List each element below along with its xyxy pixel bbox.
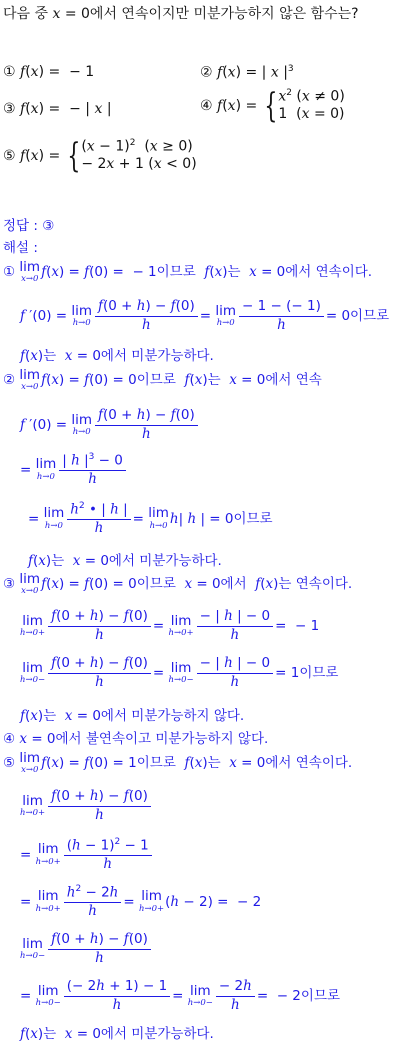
solution-4-line-1: ④ x = 0에서 불연속이고 미분가능하지 않다. [3,731,269,747]
solution-3-line-2: lim h→0+ $\frac{f(0 + h) - f(0)}{h}$ = lim h→0+ $\frac{- | h | - 0}{h}$ = − 1 [20,608,320,643]
question-text: 다음 중 x = 0에서 연속이지만 미분가능하지 않은 함수는? [3,6,359,22]
solution-3-line-4: f(x)는 x = 0에서 미분가능하지 않다. [20,708,245,724]
solution-2-line-4: = lim h→0 $\frac{h^2 • | h |}{h}$ = lim h→0 h| h | = 0이므로 [28,501,273,537]
solution-5-line-6: = lim h→0− $\frac{(- 2h + 1) - 1}{h}$ = lim h→0− $\frac{- 2h}{h}$ = − 2이므로 [20,978,341,1013]
solution-5-line-7: f(x)는 x = 0에서 미분가능하다. [20,1026,214,1042]
solution-1-line-2: f ′(0) = lim h→0 $\frac{f(0 + h) - f(0)}{h}$ = lim h→0 $\frac{- 1 - (- 1)}{h}$ = 0이므로 [20,298,390,333]
choice-3: ③ f(x) = − | x | [3,101,112,117]
solution-5-line-3: = lim h→0+ $\frac{(h - 1)^2 - 1}{h}$ [20,837,154,873]
solution-2-line-1: ② lim x→0 f(x) = f(0) = 0이므로 f(x)는 x = 0에서 연속 [3,366,322,392]
solution-3-line-3: lim h→0− $\frac{f(0 + h) - f(0)}{h}$ = lim h→0− $\frac{- | h | - 0}{h}$ = 1이므로 [20,655,339,690]
solution-5-line-5: lim h→0− $\frac{f(0 + h) - f(0)}{h}$ [20,932,153,966]
solution-5-line-1: ⑤ lim x→0 f(x) = f(0) = 1이므로 f(x)는 x = 0에서 연속이다. [3,749,353,775]
solution-3-line-1: ③ lim x→0 f(x) = f(0) = 0이므로 x = 0에서 f(x)는 연속이다. [3,570,353,596]
choice-1: ① f(x) = − 1 [3,64,95,80]
solution-1-line-3: f(x)는 x = 0에서 미분가능하다. [20,348,214,364]
solution-2-line-3: = lim h→0 $\frac{| h |^3 - 0}{h}$ [20,452,128,488]
explanation-label: 해설 : [3,240,38,256]
answer-label: 정답 : ③ [3,218,55,234]
solution-2-line-2: f ′(0) = lim h→0 $\frac{f(0 + h) - f(0)}{h}$ [20,408,200,442]
choice-4: ④ f(x) = { $x^2$ (x ≠ 0) 1 (x = 0) [200,85,345,126]
choice-2: ② f(x) = | x $|^3$ [200,64,294,81]
solution-5-line-4: = lim h→0+ $\frac{h^2 - 2h}{h}$ = lim h→0+ (h − 2) = − 2 [20,884,262,920]
solution-2-line-5: f(x)는 x = 0에서 미분가능하다. [28,553,222,569]
choice-5: ⑤ f(x) = { $(x - 1)^2$ (x ≥ 0) − 2x + 1 (x < 0) [3,135,197,176]
solution-5-line-2: lim h→0+ $\frac{f(0 + h) - f(0)}{h}$ [20,789,153,823]
solution-1-line-1: ① lim x→0 f(x) = f(0) = − 1이므로 f(x)는 x = 0에서 연속이다. [3,258,373,284]
